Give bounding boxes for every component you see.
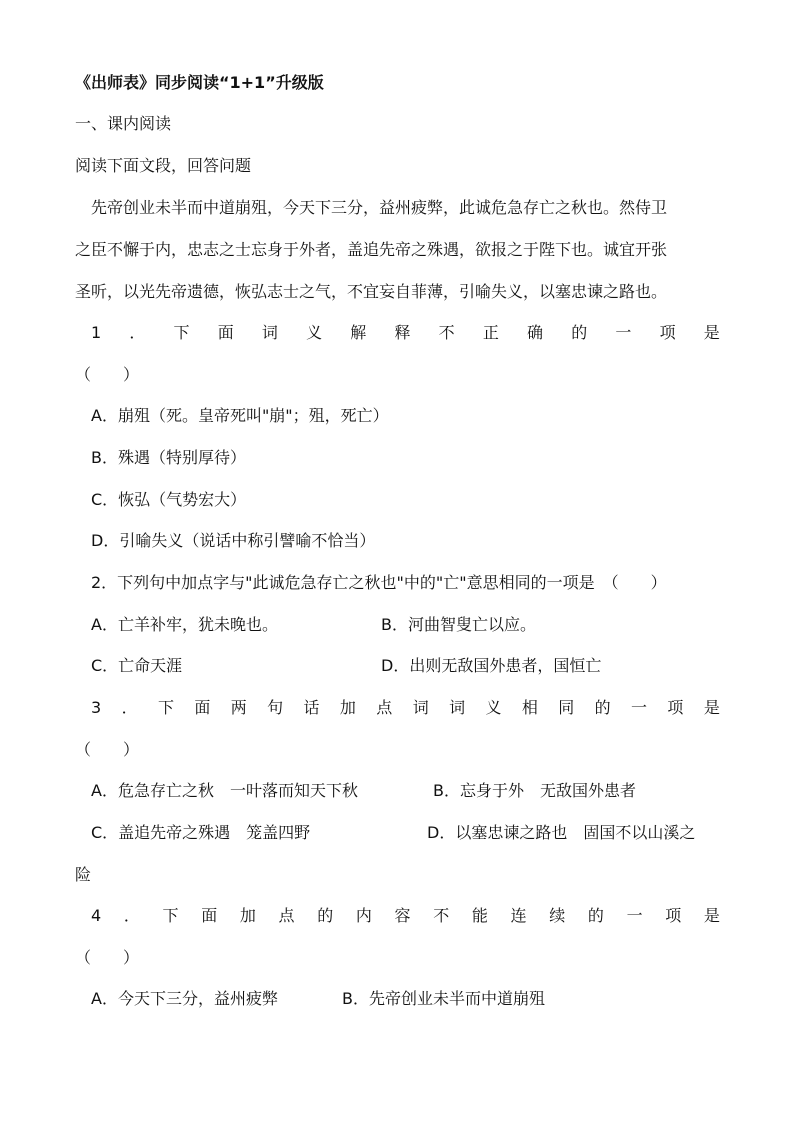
question-3-paren: （ ）: [75, 740, 140, 759]
q4-char: 加: [239, 906, 256, 925]
q4-char: 一: [626, 906, 643, 925]
question-3-option-a: A．危急存亡之秋 一叶落而知天下秋: [91, 781, 358, 800]
q1-char: 项: [659, 323, 676, 342]
q3-char: 的: [594, 698, 611, 717]
q1-char: 词: [261, 323, 278, 342]
question-3-option-c: C．盖追先帝之殊遇 笼盖四野: [91, 823, 311, 842]
q3-char: 面: [194, 698, 211, 717]
q1-char: 的: [571, 323, 588, 342]
q1-char: ．: [129, 323, 146, 342]
section-heading: 一、课内阅读: [75, 114, 172, 133]
question-2-option-c: C．亡命天涯: [91, 656, 183, 675]
question-4-paren: （ ）: [75, 948, 140, 967]
q1-char: 下: [173, 323, 190, 342]
question-4-option-b: B．先帝创业未半而中道崩殂: [342, 989, 545, 1008]
q4-char: 的: [317, 906, 334, 925]
passage-line: 之臣不懈于内，忠志之士忘身于外者，盖追先帝之殊遇，欲报之于陛下也。诚宜开张: [75, 240, 668, 259]
q4-char: 续: [549, 906, 566, 925]
q3-char: 加: [339, 698, 356, 717]
q4-char: 的: [587, 906, 604, 925]
passage-line: 先帝创业未半而中道崩殂，今天下三分，益州疲弊，此诚危急存亡之秋也。然侍卫: [91, 198, 668, 217]
q4-char: 内: [355, 906, 372, 925]
document-title: 《出师表》同步阅读“1+1”升级版: [75, 73, 324, 92]
q4-char: 是: [703, 906, 720, 925]
q4-char: 下: [162, 906, 179, 925]
q1-char: 不: [438, 323, 455, 342]
q3-char: 词: [412, 698, 429, 717]
q4-char: ．: [123, 906, 140, 925]
q1-char: 正: [482, 323, 499, 342]
passage-line: 圣听，以光先帝遗德，恢弘志士之气，不宜妄自菲薄，引喻失义，以塞忠谏之路也。: [75, 282, 668, 301]
question-1-option-c: C．恢弘（气势宏大）: [91, 490, 247, 509]
q3-char: 句: [267, 698, 284, 717]
q4-char: 面: [201, 906, 218, 925]
q3-char: 点: [376, 698, 393, 717]
q3-char: 是: [703, 698, 720, 717]
q3-char: 同: [558, 698, 575, 717]
question-2-option-d: D．出则无敌国外患者，国恒亡: [381, 656, 602, 675]
question-1-stem: [91, 323, 720, 343]
question-2-stem: 2．下列句中加点字与"此诚危急存亡之秋也"中的"亡"意思相同的一项是 （ ）: [91, 573, 667, 592]
question-1-option-a: A．崩殂（死。皇帝死叫"崩"；殂，死亡）: [91, 406, 389, 425]
q4-char: 连: [510, 906, 527, 925]
question-1-option-b: B．殊遇（特别厚待）: [91, 448, 246, 467]
question-4-stem: [91, 906, 720, 926]
q1-char: 1: [91, 323, 102, 342]
question-2-option-a: A．亡羊补牢，犹未晚也。: [91, 615, 278, 634]
q4-char: 4: [91, 906, 102, 925]
q3-char: 义: [485, 698, 502, 717]
question-3-option-b: B．忘身于外 无敌国外患者: [433, 781, 636, 800]
q1-char: 面: [217, 323, 234, 342]
question-2-option-b: B．河曲智叟亡以应。: [381, 615, 536, 634]
q4-char: 容: [394, 906, 411, 925]
q4-char: 项: [665, 906, 682, 925]
q1-char: 一: [615, 323, 632, 342]
question-1-paren: （ ）: [75, 365, 140, 384]
q3-char: 话: [303, 698, 320, 717]
q1-char: 是: [703, 323, 720, 342]
q3-char: 项: [667, 698, 684, 717]
question-3-option-d-wrap: 险: [75, 865, 92, 884]
q4-char: 不: [433, 906, 450, 925]
q1-char: 义: [306, 323, 323, 342]
reading-instruction: 阅读下面文段，回答问题: [75, 156, 252, 175]
q3-char: 一: [631, 698, 648, 717]
q1-char: 释: [394, 323, 411, 342]
q3-char: ．: [121, 698, 138, 717]
q4-char: 点: [278, 906, 295, 925]
q3-char: 词: [449, 698, 466, 717]
q3-char: 两: [230, 698, 247, 717]
q3-char: 3: [91, 698, 102, 717]
question-3-option-d: D．以塞忠谏之路也 固国不以山溪之: [427, 823, 696, 842]
question-4-option-a: A．今天下三分，益州疲弊: [91, 989, 278, 1008]
q1-char: 确: [527, 323, 544, 342]
q4-char: 能: [471, 906, 488, 925]
q3-char: 下: [157, 698, 174, 717]
question-3-stem: [91, 698, 720, 718]
q1-char: 解: [350, 323, 367, 342]
q3-char: 相: [521, 698, 538, 717]
question-1-option-d: D．引喻失义（说话中称引譬喻不恰当）: [91, 531, 376, 550]
